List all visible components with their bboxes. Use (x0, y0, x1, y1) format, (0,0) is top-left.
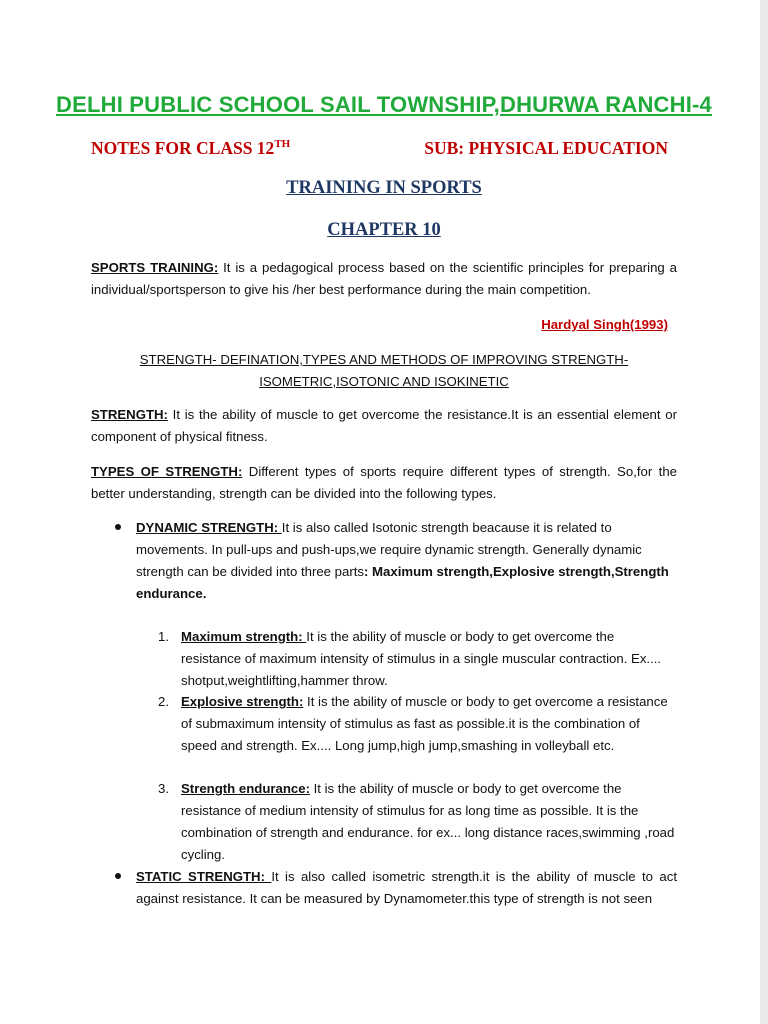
list-item-explosive-strength (181, 691, 677, 757)
dynamic-strength-item (136, 517, 677, 605)
types-paragraph (91, 461, 677, 505)
list-item-strength-endurance (181, 778, 677, 866)
bullet-dot-static (115, 873, 121, 879)
strength-endurance-label: Strength endurance: (181, 781, 310, 796)
strength-text: It is the ability of muscle to get overcome the resistance.It is an essential element or component of physical fitness. (91, 407, 677, 444)
strength-heading-line2: ISOMETRIC,ISOTONIC AND ISOKINETIC (259, 374, 509, 389)
static-strength-label: STATIC STRENGTH: (136, 869, 272, 884)
dynamic-strength-text: It is also called Isotonic strength beacause it is related to movements. In pull-ups and push-ups,we require dynamic strength. Generally dynamic strength can be divided into three parts (136, 520, 642, 579)
explosive-strength-label: Explosive strength: (181, 694, 304, 709)
list-item-maximum-strength (181, 626, 677, 692)
notes-class-text: NOTES FOR CLASS 12 (91, 138, 275, 158)
strength-heading-line1: STRENGTH- DEFINATION,TYPES AND METHODS OF IMPROVING STRENGTH- (139, 352, 629, 367)
sports-training-paragraph (91, 257, 677, 301)
dynamic-strength-label: DYNAMIC STRENGTH: (136, 520, 282, 535)
strength-endurance-text: It is the ability of muscle or body to get overcome the resistance of medium intensity of stimulus for as long time as possible. It is the combination of strength and endurance. for ex... long distance races,swimming ,road cycling. (181, 781, 675, 862)
bullet-dot-dynamic (115, 524, 121, 530)
list-number-3: 3. (158, 781, 169, 796)
notes-class-label (91, 138, 290, 159)
maximum-strength-text: It is the ability of muscle or body to get overcome the resistance of maximum intensity of stimulus in a single muscular contraction. Ex.... shotput,weightlifting,hammer throw. (181, 629, 662, 688)
notes-class-superscript: TH (274, 138, 291, 151)
maximum-strength-label: Maximum strength: (181, 629, 307, 644)
types-label: TYPES OF STRENGTH: (91, 464, 243, 479)
chapter-title: CHAPTER 10 (327, 220, 441, 240)
explosive-strength-text: It is the ability of muscle or body to get overcome a resistance of submaximum intensity of stimulus as fast as possible.it is the combination of speed and strength. Ex.... Long jump,high jump,smashing in volleyball etc. (181, 694, 668, 753)
school-title: DELHI PUBLIC SCHOOL SAIL TOWNSHIP,DHURWA RANCHI-4 (56, 92, 712, 117)
subject-label: SUB: PHYSICAL EDUCATION (424, 138, 668, 158)
strength-paragraph (91, 404, 677, 448)
sports-training-label: SPORTS TRAINING: (91, 260, 219, 275)
list-number-1: 1. (158, 629, 169, 644)
static-strength-item (136, 866, 677, 910)
static-strength-text: It is also called isometric strength.it is the ability of muscle to act against resistance. It can be measured by Dynamometer.this type of strength is not seen (136, 869, 677, 906)
strength-label: STRENGTH: (91, 407, 168, 422)
topic-title: TRAINING IN SPORTS (286, 178, 482, 198)
author-citation: Hardyal Singh(1993) (541, 317, 668, 332)
types-text: Different types of sports require different types of strength. So,for the better understanding, strength can be divided into the following types. (91, 464, 677, 501)
sports-training-text: It is a pedagogical process based on the scientific principles for preparing a individual/sportsperson to give his /her best performance during the main competition. (91, 260, 677, 297)
list-number-2: 2. (158, 694, 169, 709)
dynamic-strength-parts: : Maximum strength,Explosive strength,Strength endurance. (136, 564, 669, 601)
